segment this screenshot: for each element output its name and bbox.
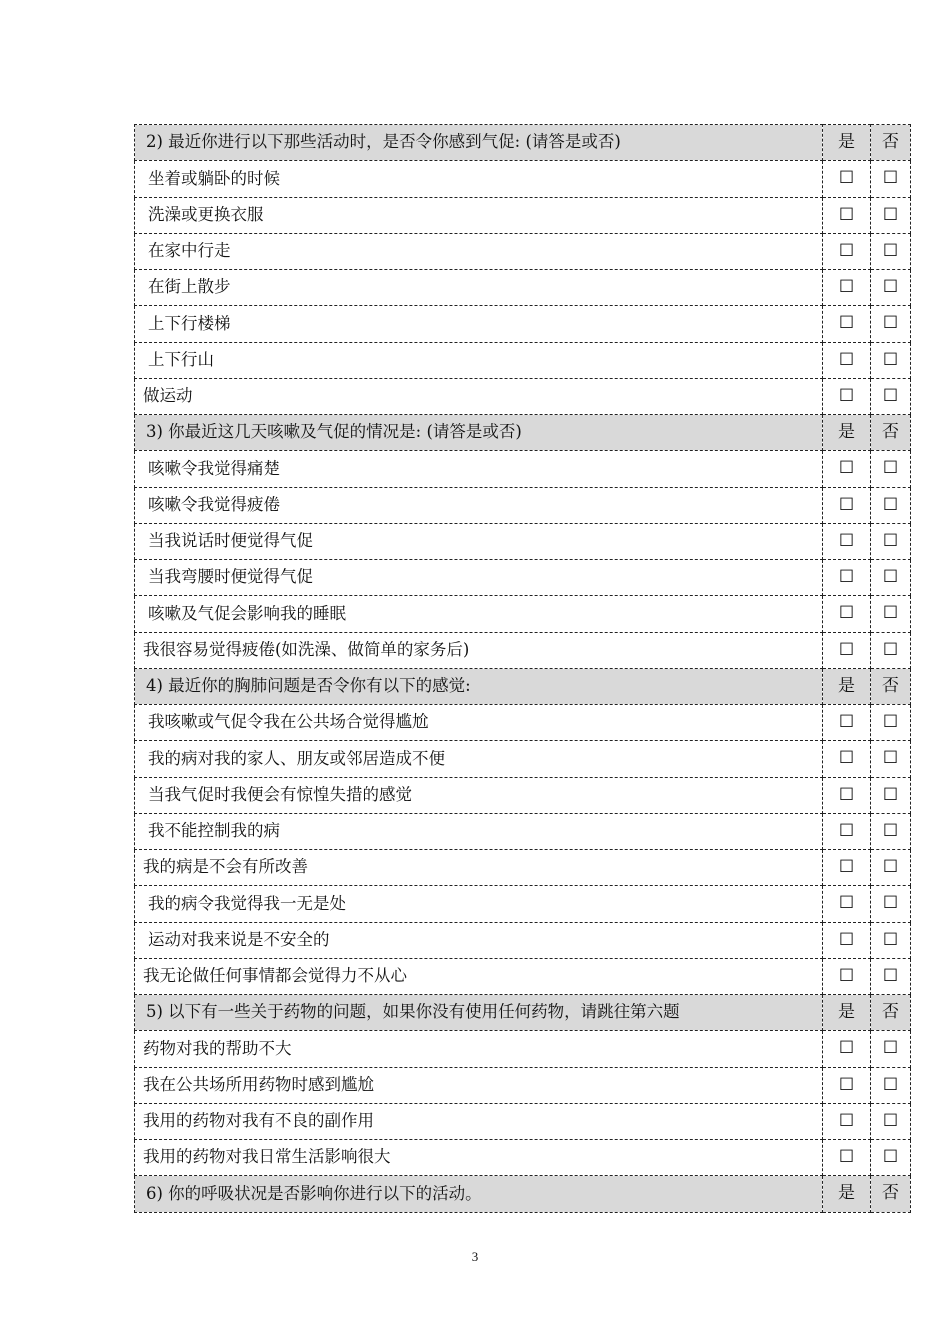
yes-checkbox[interactable]: ☐: [823, 850, 871, 886]
yes-checkbox[interactable]: ☐: [823, 1103, 871, 1139]
question-row: [135, 1103, 911, 1139]
question-row: [135, 1031, 911, 1067]
no-checkbox[interactable]: ☐: [871, 1140, 911, 1176]
question-text: 上下行山: [135, 342, 823, 378]
question-row: [135, 632, 911, 668]
no-checkbox[interactable]: ☐: [871, 197, 911, 233]
no-checkbox[interactable]: ☐: [871, 596, 911, 632]
question-text: 咳嗽令我觉得疲倦: [135, 487, 823, 523]
question-row: [135, 560, 911, 596]
question-text: 咳嗽及气促会影响我的睡眠: [135, 596, 823, 632]
question-row: [135, 850, 911, 886]
question-text: 我不能控制我的病: [135, 813, 823, 849]
question-row: [135, 813, 911, 849]
section-header-row: [135, 995, 911, 1031]
question-text: 我咳嗽或气促令我在公共场合觉得尴尬: [135, 705, 823, 741]
question-row: [135, 777, 911, 813]
no-checkbox[interactable]: ☐: [871, 958, 911, 994]
question-row: [135, 342, 911, 378]
question-row: [135, 451, 911, 487]
question-text: 药物对我的帮助不大: [135, 1031, 823, 1067]
no-checkbox[interactable]: ☐: [871, 850, 911, 886]
yes-checkbox[interactable]: ☐: [823, 560, 871, 596]
no-column-header: 否: [871, 995, 911, 1031]
questionnaire-table: [134, 124, 911, 1213]
yes-checkbox[interactable]: ☐: [823, 632, 871, 668]
question-text: 当我说话时便觉得气促: [135, 523, 823, 559]
yes-checkbox[interactable]: ☐: [823, 1067, 871, 1103]
yes-checkbox[interactable]: ☐: [823, 342, 871, 378]
question-text: 上下行楼梯: [135, 306, 823, 342]
question-row: [135, 886, 911, 922]
section-title: 5) 以下有一些关于药物的问题，如果你没有使用任何药物，请跳往第六题: [135, 995, 823, 1031]
yes-column-header: 是: [823, 1176, 871, 1212]
question-row: [135, 958, 911, 994]
yes-checkbox[interactable]: ☐: [823, 741, 871, 777]
yes-checkbox[interactable]: ☐: [823, 306, 871, 342]
question-text: 当我弯腰时便觉得气促: [135, 560, 823, 596]
section-header-row: [135, 668, 911, 704]
question-text: 运动对我来说是不安全的: [135, 922, 823, 958]
no-column-header: 否: [871, 125, 911, 161]
question-row: [135, 487, 911, 523]
question-row: [135, 596, 911, 632]
yes-checkbox[interactable]: ☐: [823, 197, 871, 233]
yes-checkbox[interactable]: ☐: [823, 922, 871, 958]
no-checkbox[interactable]: ☐: [871, 777, 911, 813]
page-number: 3: [471, 1249, 479, 1264]
question-text: 我的病是不会有所改善: [135, 850, 823, 886]
question-row: [135, 306, 911, 342]
no-checkbox[interactable]: ☐: [871, 886, 911, 922]
yes-checkbox[interactable]: ☐: [823, 378, 871, 414]
no-checkbox[interactable]: ☐: [871, 306, 911, 342]
questionnaire-body: [135, 125, 911, 1213]
question-row: [135, 523, 911, 559]
question-text: 我用的药物对我有不良的副作用: [135, 1103, 823, 1139]
question-row: [135, 922, 911, 958]
question-row: [135, 233, 911, 269]
yes-checkbox[interactable]: ☐: [823, 1140, 871, 1176]
no-checkbox[interactable]: ☐: [871, 451, 911, 487]
yes-checkbox[interactable]: ☐: [823, 777, 871, 813]
no-column-header: 否: [871, 668, 911, 704]
yes-checkbox[interactable]: ☐: [823, 270, 871, 306]
question-row: [135, 1067, 911, 1103]
no-checkbox[interactable]: ☐: [871, 1067, 911, 1103]
question-text: 洗澡或更换衣服: [135, 197, 823, 233]
section-title: 4) 最近你的胸肺问题是否令你有以下的感觉:: [135, 668, 823, 704]
yes-checkbox[interactable]: ☐: [823, 451, 871, 487]
no-checkbox[interactable]: ☐: [871, 560, 911, 596]
no-checkbox[interactable]: ☐: [871, 342, 911, 378]
question-row: [135, 378, 911, 414]
yes-checkbox[interactable]: ☐: [823, 886, 871, 922]
question-text: 我很容易觉得疲倦(如洗澡、做简单的家务后): [135, 632, 823, 668]
yes-checkbox[interactable]: ☐: [823, 958, 871, 994]
no-checkbox[interactable]: ☐: [871, 741, 911, 777]
question-row: [135, 161, 911, 197]
question-row: [135, 741, 911, 777]
yes-column-header: 是: [823, 125, 871, 161]
yes-checkbox[interactable]: ☐: [823, 523, 871, 559]
question-text: 在街上散步: [135, 270, 823, 306]
question-text: 咳嗽令我觉得痛楚: [135, 451, 823, 487]
yes-checkbox[interactable]: ☐: [823, 161, 871, 197]
question-text: 我用的药物对我日常生活影响很大: [135, 1140, 823, 1176]
no-checkbox[interactable]: ☐: [871, 632, 911, 668]
question-text: 我的病令我觉得我一无是处: [135, 886, 823, 922]
question-text: 当我气促时我便会有惊惶失措的感觉: [135, 777, 823, 813]
yes-checkbox[interactable]: ☐: [823, 1031, 871, 1067]
section-title: 6) 你的呼吸状况是否影响你进行以下的活动。: [135, 1176, 823, 1212]
no-checkbox[interactable]: ☐: [871, 922, 911, 958]
no-column-header: 否: [871, 1176, 911, 1212]
no-checkbox[interactable]: ☐: [871, 813, 911, 849]
question-text: 我无论做任何事情都会觉得力不从心: [135, 958, 823, 994]
no-checkbox[interactable]: ☐: [871, 378, 911, 414]
no-checkbox[interactable]: ☐: [871, 1103, 911, 1139]
no-checkbox[interactable]: ☐: [871, 233, 911, 269]
section-title: 2) 最近你进行以下那些活动时，是否令你感到气促: (请答是或否): [135, 125, 823, 161]
yes-checkbox[interactable]: ☐: [823, 487, 871, 523]
no-checkbox[interactable]: ☐: [871, 523, 911, 559]
question-row: [135, 197, 911, 233]
section-title: 3) 你最近这几天咳嗽及气促的情况是: (请答是或否): [135, 415, 823, 451]
question-text: 在家中行走: [135, 233, 823, 269]
no-checkbox[interactable]: ☐: [871, 705, 911, 741]
no-checkbox[interactable]: ☐: [871, 487, 911, 523]
question-text: 做运动: [135, 378, 823, 414]
question-row: [135, 270, 911, 306]
no-checkbox[interactable]: ☐: [871, 161, 911, 197]
question-text: 我在公共场所用药物时感到尴尬: [135, 1067, 823, 1103]
section-header-row: [135, 125, 911, 161]
yes-column-header: 是: [823, 415, 871, 451]
section-header-row: [135, 415, 911, 451]
question-row: [135, 1140, 911, 1176]
yes-column-header: 是: [823, 668, 871, 704]
question-row: [135, 705, 911, 741]
question-text: 我的病对我的家人、朋友或邻居造成不便: [135, 741, 823, 777]
no-column-header: 否: [871, 415, 911, 451]
yes-column-header: 是: [823, 995, 871, 1031]
question-text: 坐着或躺卧的时候: [135, 161, 823, 197]
yes-checkbox[interactable]: ☐: [823, 233, 871, 269]
yes-checkbox[interactable]: ☐: [823, 596, 871, 632]
section-header-row: [135, 1176, 911, 1212]
no-checkbox[interactable]: ☐: [871, 1031, 911, 1067]
no-checkbox[interactable]: ☐: [871, 270, 911, 306]
yes-checkbox[interactable]: ☐: [823, 813, 871, 849]
yes-checkbox[interactable]: ☐: [823, 705, 871, 741]
